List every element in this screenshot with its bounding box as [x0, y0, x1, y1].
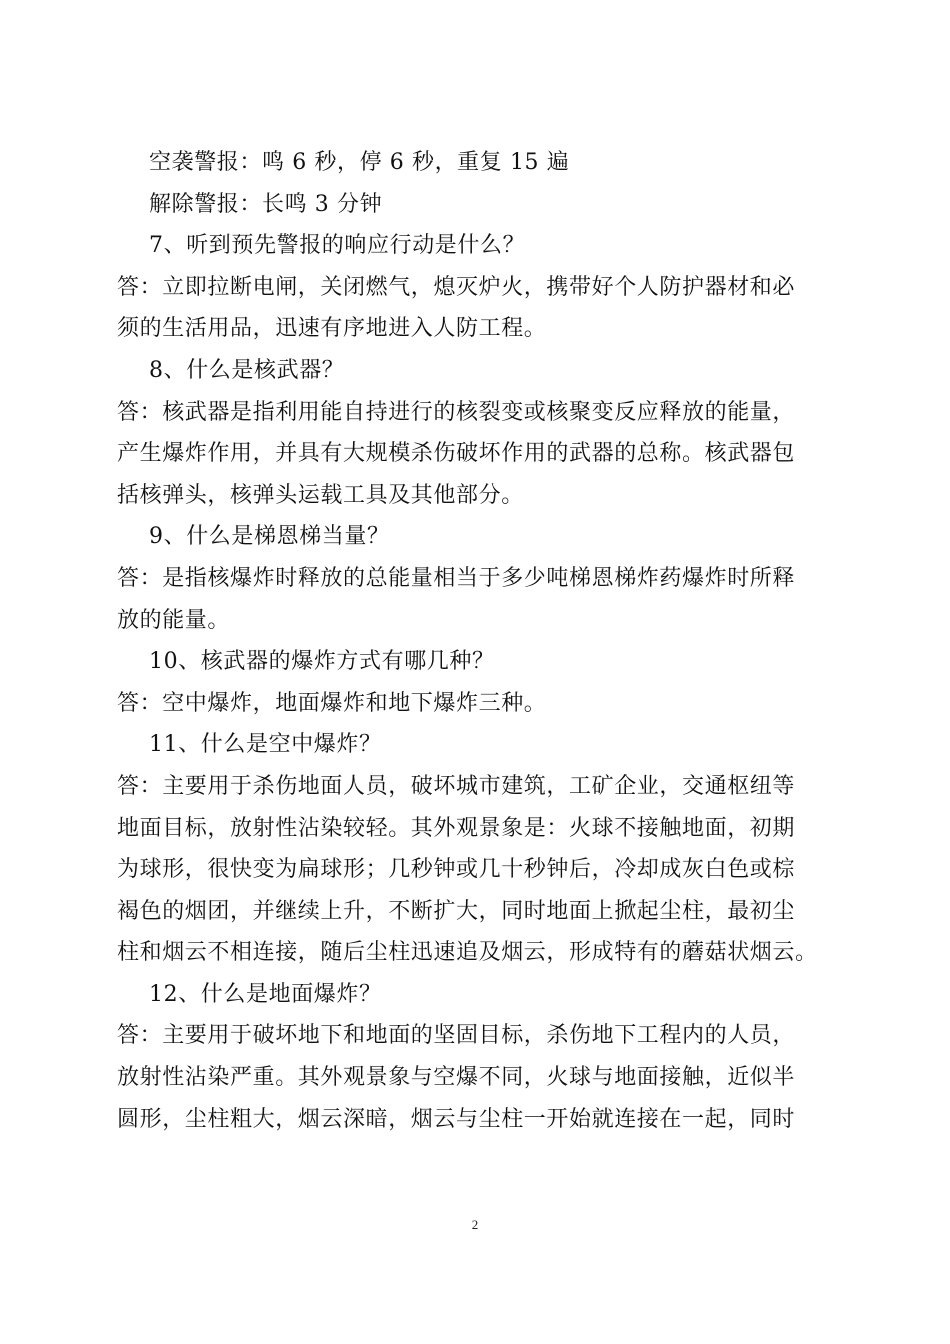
question-line: 8、什么是核武器？: [149, 357, 345, 383]
answer-line: 产生爆炸作用，并具有大规模杀伤破坏作用的武器的总称。核武器包: [117, 441, 796, 467]
question-line: 空袭警报：鸣 6 秒，停 6 秒，重复 15 遍: [149, 150, 570, 175]
answer-line: 地面目标，放射性沾染较轻。其外观景象是：火球不接触地面，初期: [117, 815, 796, 841]
answer-line: 括核弹头，核弹头运载工具及其他部分。: [117, 482, 524, 508]
answer-line: 答：是指核爆炸时释放的总能量相当于多少吨梯恩梯炸药爆炸时所释: [117, 565, 796, 591]
answer-line: 褐色的烟团，并继续上升，不断扩大，同时地面上掀起尘柱，最初尘: [117, 898, 796, 924]
answer-line: 柱和烟云不相连接，随后尘柱迅速追及烟云，形成特有的蘑菇状烟云。: [117, 940, 818, 966]
answer-line: 答：核武器是指利用能自持进行的核裂变或核聚变反应释放的能量，: [117, 399, 796, 425]
answer-line: 答：立即拉断电闸，关闭燃气，熄灭炉火，携带好个人防护器材和必: [117, 274, 796, 300]
answer-line: 放射性沾染严重。其外观景象与空爆不同，火球与地面接触，近似半: [117, 1065, 796, 1091]
question-line: 10、核武器的爆炸方式有哪几种？: [149, 649, 495, 675]
page-number: 2: [471, 1217, 479, 1232]
answer-line: 答：空中爆炸，地面爆炸和地下爆炸三种。: [117, 690, 547, 716]
question-line: 解除警报：长鸣 3 分钟: [149, 191, 383, 217]
answer-line: 放的能量。: [117, 607, 231, 633]
document-body: [117, 142, 837, 1140]
answer-line: 圆形，尘柱粗大，烟云深暗，烟云与尘柱一开始就连接在一起，同时: [117, 1106, 796, 1132]
question-line: 11、什么是空中爆炸？: [149, 732, 382, 758]
answer-line: 答：主要用于杀伤地面人员，破坏城市建筑，工矿企业，交通枢纽等: [117, 773, 796, 799]
question-line: 9、什么是梯恩梯当量？: [149, 524, 390, 550]
answer-line: 答：主要用于破坏地下和地面的坚固目标，杀伤地下工程内的人员，: [117, 1023, 796, 1049]
answer-line: 须的生活用品，迅速有序地进入人防工程。: [117, 316, 547, 342]
answer-line: 为球形，很快变为扁球形；几秒钟或几十秒钟后，冷却成灰白色或棕: [117, 857, 796, 883]
question-line: 12、什么是地面爆炸？: [149, 981, 382, 1007]
question-line: 7、听到预先警报的响应行动是什么？: [149, 233, 526, 259]
